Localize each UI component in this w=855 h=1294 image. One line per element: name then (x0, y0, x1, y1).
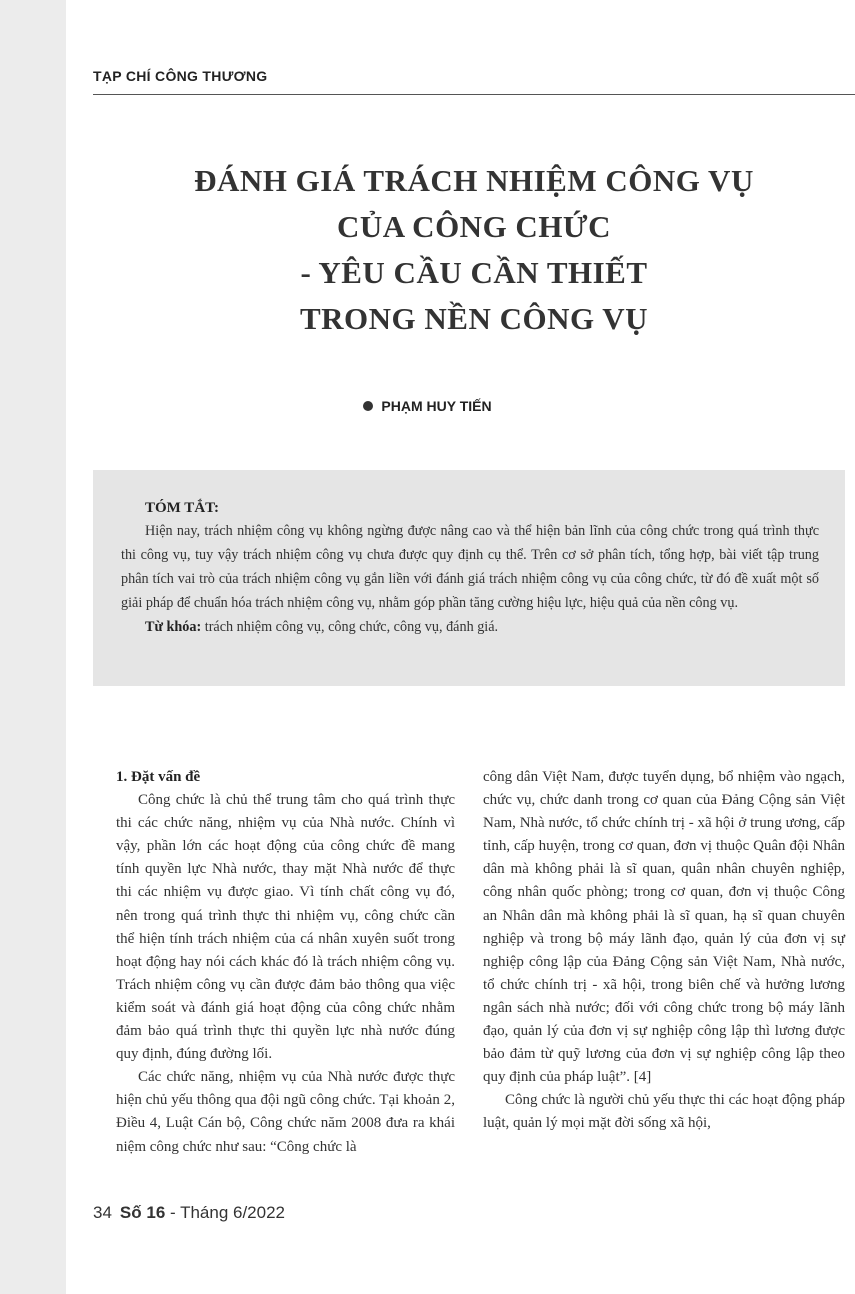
left-column (116, 766, 455, 1159)
body-paragraph: Công chức là chủ thể trung tâm cho quá trình thực thi các chức năng, nhiệm vụ của Nhà nước. Chính vì vậy, phần lớn các hoạt động của công chức đề mang tính quyền lực Nhà nước, thay mặt Nhà nước để thực thi các nhiệm vụ được giao. Vì tính chất công vụ đó, nên trong quá trình thực thi nhiệm vụ, công chức cần thể hiện tính trách nhiệm của cá nhân xuyên suốt trong hoạt động hay nói cách khác đó là trách nhiệm công vụ. Trách nhiệm công vụ cần được đảm bảo thông qua việc kiểm soát và đánh giá hoạt động của công chức nhằm đảm bảo quá trình thực thi quyền lực nhà nước đúng quy định, đúng đường lối. (116, 792, 455, 1063)
issue-number: Số 16 (119, 1203, 166, 1222)
abstract-box (93, 470, 845, 686)
section-heading: 1. Đặt vấn đề (116, 769, 201, 785)
abstract-heading: TÓM TẮT: (145, 500, 220, 516)
keywords-label: Từ khóa: (145, 619, 202, 635)
author-byline (0, 398, 855, 414)
keywords (121, 615, 819, 639)
page-binding-strip (0, 0, 66, 1294)
article-title-line: - YÊU CẦU CẦN THIẾT (300, 255, 648, 290)
bullet-icon (363, 401, 373, 411)
keywords-list: trách nhiệm công vụ, công chức, công vụ, đánh giá. (201, 619, 499, 635)
page-footer (93, 1203, 285, 1223)
article-title-line: TRONG NỀN CÔNG VỤ (299, 301, 649, 336)
page-number: 34 (93, 1203, 112, 1222)
body-paragraph: Các chức năng, nhiệm vụ của Nhà nước được thực hiện chủ yếu thông qua đội ngũ công chức. Tại khoản 2, Điều 4, Luật Cán bộ, Công chức năm 2008 đưa ra khái niệm công chức như sau: “Công chức là (116, 1069, 455, 1155)
issue-date: - Tháng 6/2022 (165, 1203, 286, 1222)
article-title-line: CỦA CÔNG CHỨC (336, 209, 611, 244)
article-title-line: ĐÁNH GIÁ TRÁCH NHIỆM CÔNG VỤ (194, 163, 754, 198)
body-paragraph: công dân Việt Nam, được tuyển dụng, bổ nhiệm vào ngạch, chức vụ, chức danh trong cơ quan của Đảng Cộng sản Việt Nam, Nhà nước, tổ chức chính trị - xã hội ở trung ương, cấp tỉnh, cấp huyện, trong cơ quan, đơn vị thuộc Quân đội Nhân dân mà không phải là sĩ quan, quân nhân chuyên nghiệp, công nhân quốc phòng; trong cơ quan, đơn vị thuộc Công an Nhân dân mà không phải là sĩ quan, hạ sĩ quan chuyên nghiệp và trong bộ máy lãnh đạo, quản lý của đơn vị sự nghiệp công lập của Đảng Cộng sản Việt Nam, Nhà nước, tổ chức chính trị - xã hội, trong biên chế và hưởng lương ngân sách nhà nước; đối với công chức trong bộ máy lãnh đạo, quản lý của đơn vị sự nghiệp công lập thì lương được bảo đảm từ quỹ lương của đơn vị sự nghiệp công lập theo quy định của pháp luật”. [4] (483, 769, 845, 1086)
journal-name: TẠP CHÍ CÔNG THƯƠNG (93, 68, 268, 84)
body-paragraph: Công chức là người chủ yếu thực thi các hoạt động pháp luật, quản lý mọi mặt đời sống xã hội, (483, 1092, 845, 1132)
article-title (93, 158, 855, 342)
right-column (483, 766, 845, 1136)
abstract-text: Hiện nay, trách nhiệm công vụ không ngừng được nâng cao và thể hiện bản lĩnh của công chức trong quá trình thực thi công vụ, tuy vậy trách nhiệm công vụ chưa được quy định cụ thể. Trên cơ sở phân tích, tổng hợp, bài viết tập trung phân tích vai trò của trách nhiệm công vụ gắn liền với đánh giá trách nhiệm công vụ của công chức, từ đó đề xuất một số giải pháp để chuẩn hóa trách nhiệm công vụ, nhằm góp phần tăng cường hiệu lực, hiệu quả của nền công vụ. (121, 523, 819, 611)
header-rule (93, 94, 855, 95)
author-name: PHẠM HUY TIẾN (381, 398, 492, 414)
